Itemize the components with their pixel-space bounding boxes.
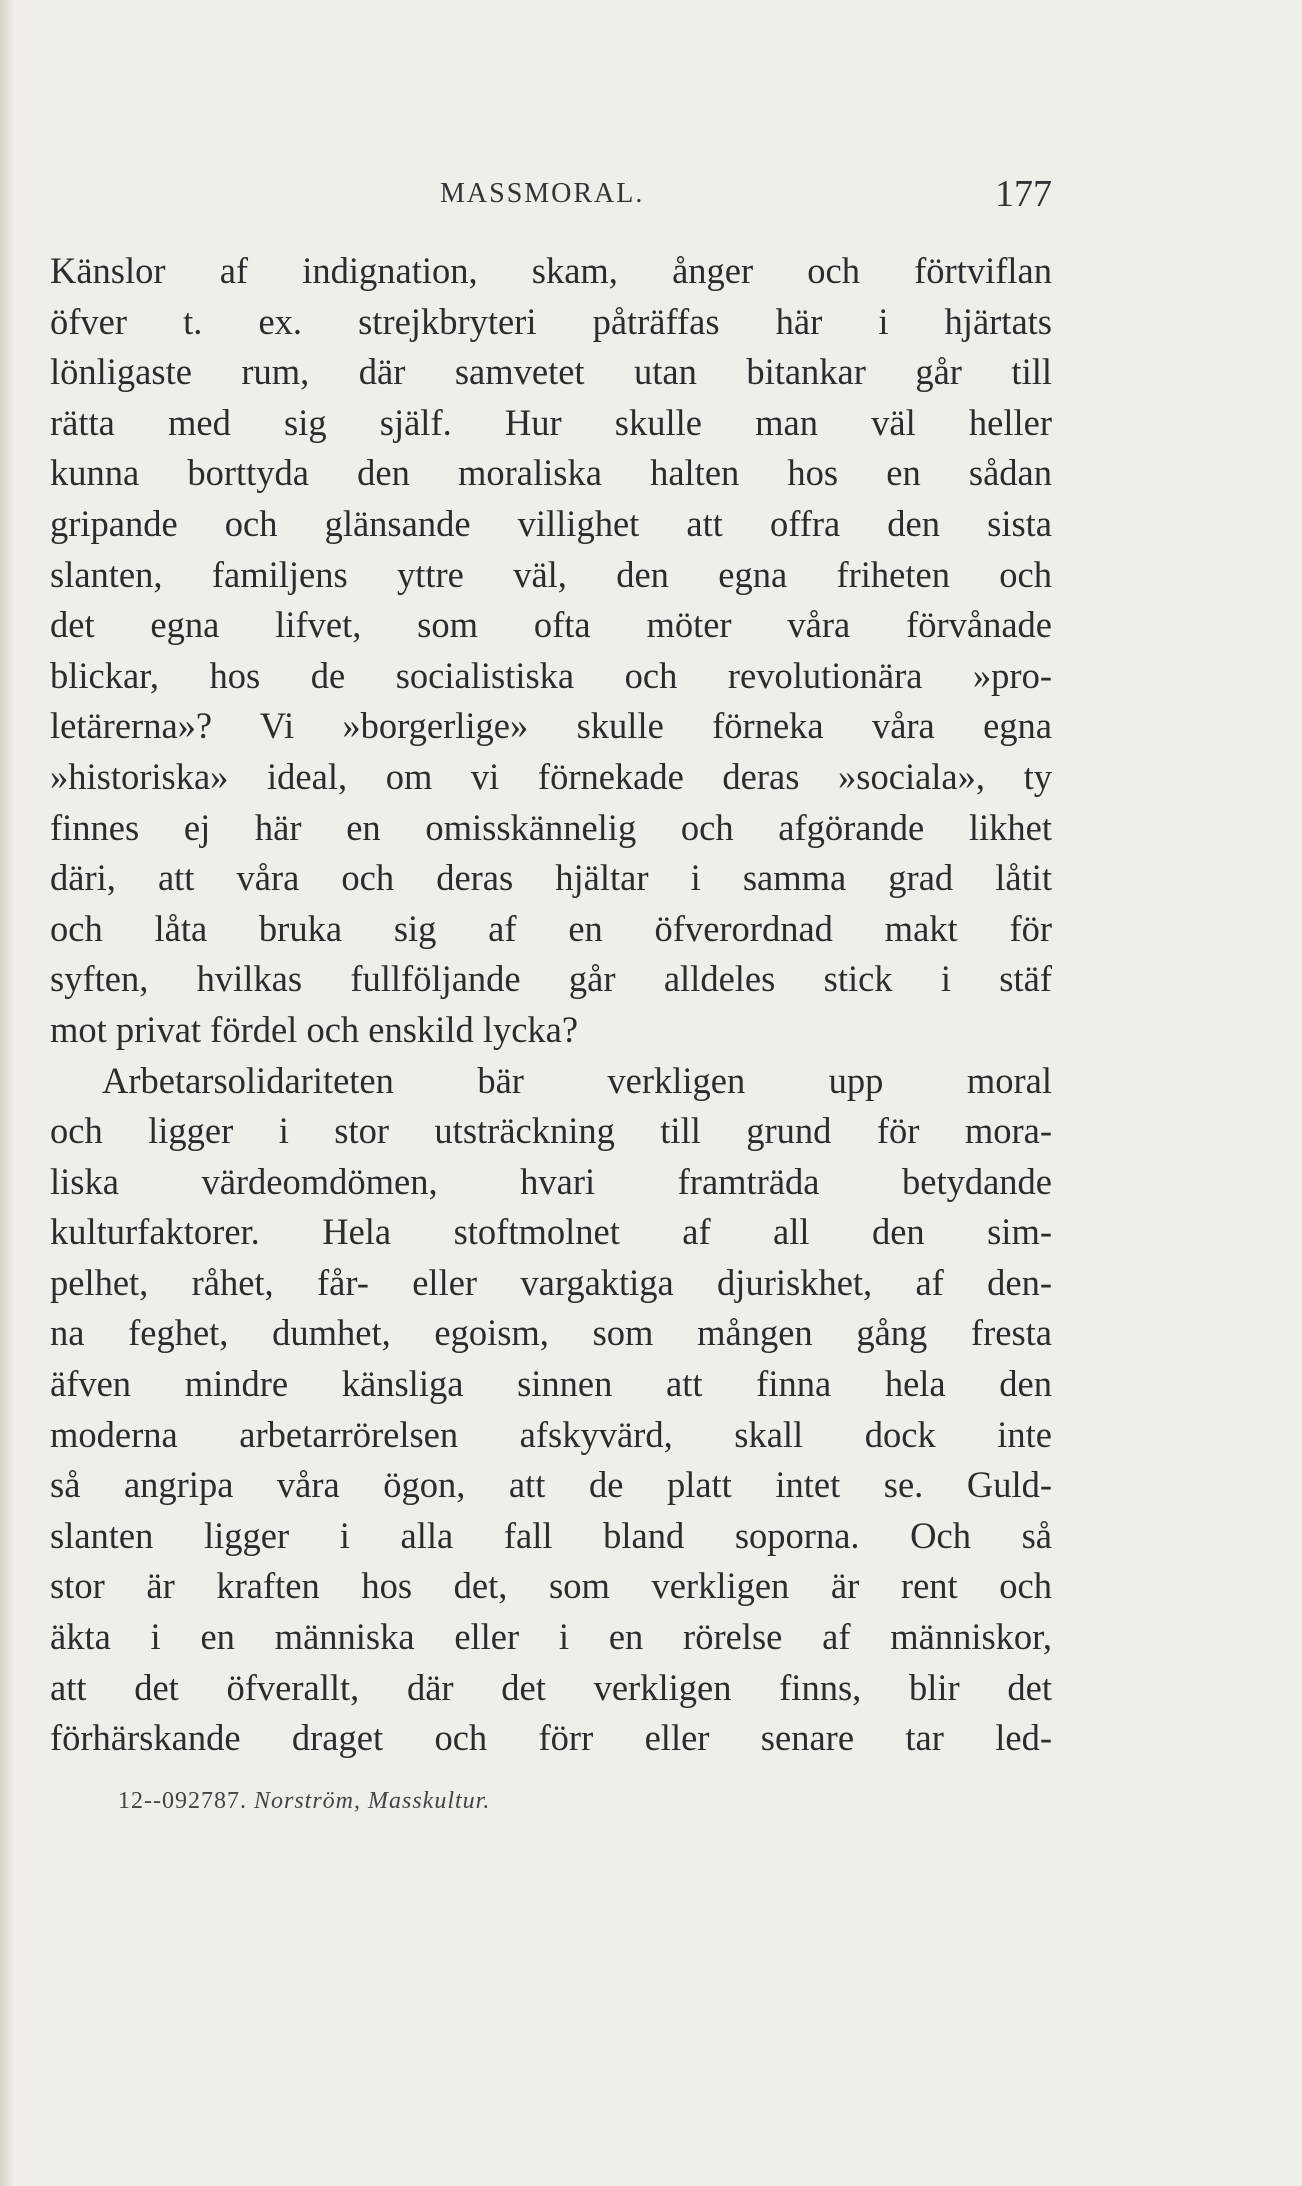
text-line: gripande och glänsande villighet att offra den sista [50,502,1052,544]
text-line: finnes ej här en omisskännelig och afgörande likhet [50,806,1052,848]
running-head [440,173,1060,218]
text-line: öfver t. ex. strejkbryteri påträffas här i hjärtats [50,300,1052,342]
text-line: syften, hvilkas fullföljande går alldeles stick i stäf [50,958,1052,1000]
text-line: slanten, familjens yttre väl, den egna friheten och [50,553,1052,595]
text-line: na feghet, dumhet, egoism, som mången gång fresta [50,1312,1052,1354]
text-line: så angripa våra ögon, att de platt intet se. Guld- [50,1464,1052,1506]
text-line: »historiska» ideal, om vi förnekade deras »sociala», ty [50,755,1052,797]
printer-signature [118,1788,490,1815]
signature-code: 12--092787. [118,1788,247,1814]
text-line: rätta med sig själf. Hur skulle man väl heller [50,401,1052,443]
body-text [50,246,1052,1764]
paragraph-end-line: mot privat fördel och enskild lycka? [50,1008,579,1050]
page-number: 177 [995,173,1052,215]
text-line: att det öfverallt, där det verkligen finns, blir det [50,1666,1052,1708]
text-line: liska värdeomdömen, hvari framträda betydande [50,1160,1052,1202]
text-line: och ligger i stor utsträckning till grund för mora- [50,1110,1052,1152]
text-line: lönligaste rum, där samvetet utan bitankar går till [50,351,1052,393]
text-line: förhärskande draget och förr eller senare tar led- [50,1717,1052,1759]
text-line: äkta i en människa eller i en rörelse af människor, [50,1616,1052,1658]
signature-title: Norström, Masskultur. [253,1788,491,1814]
text-line: blickar, hos de socialistiska och revolutionära »pro- [50,654,1052,696]
running-title: MASSMORAL. [440,178,645,209]
paragraph-start-line: Arbetarsolidariteten bär verkligen upp moral [102,1059,1052,1101]
text-line: Känslor af indignation, skam, ånger och förtviflan [50,250,1052,291]
text-line: det egna lifvet, som ofta möter våra förvånade [50,604,1052,646]
text-line: kunna borttyda den moraliska halten hos en sådan [50,452,1052,494]
text-line: letärerna»? Vi »borgerlige» skulle förneka våra egna [50,705,1052,747]
text-line: pelhet, råhet, får- eller vargaktiga djuriskhet, af den- [50,1261,1052,1303]
text-line: äfven mindre känsliga sinnen att finna hela den [50,1363,1052,1405]
text-line: stor är kraften hos det, som verkligen är rent och [50,1565,1052,1607]
text-line: och låta bruka sig af en öfverordnad makt för [50,907,1052,949]
spine-shadow [0,0,14,2186]
text-line: slanten ligger i alla fall bland soporna. Och så [50,1514,1052,1556]
text-line: kulturfaktorer. Hela stoftmolnet af all den sim- [50,1211,1052,1253]
text-line: moderna arbetarrörelsen afskyvärd, skall dock inte [50,1413,1052,1455]
text-line: däri, att våra och deras hjältar i samma grad låtit [50,857,1052,899]
